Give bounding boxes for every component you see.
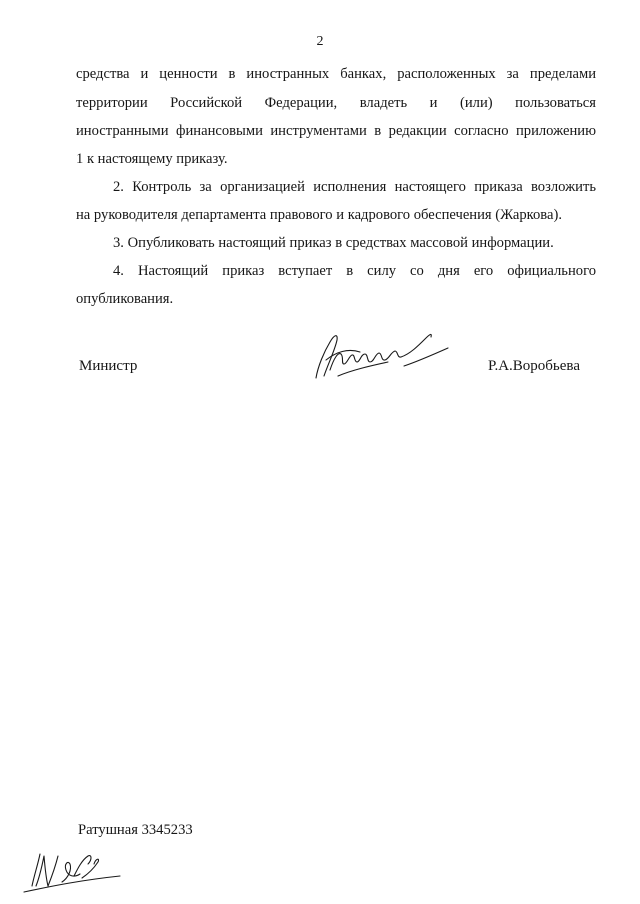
- body-line: иностранными финансовыми инструментами в редакции согласно приложению: [76, 123, 596, 139]
- initials-mark: [22, 846, 126, 896]
- item-2-line: 2. Контроль за организацией исполнения настоящего приказа возложить: [113, 179, 596, 195]
- body-line: 1 к настоящему приказу.: [76, 151, 228, 167]
- signer-name: Р.А.Воробьева: [488, 358, 580, 374]
- item-4-line: 4. Настоящий приказ вступает в силу со дня его официального: [113, 263, 596, 279]
- signature-block: [0, 358, 640, 378]
- executor-contact: Ратушная 3345233: [78, 822, 193, 838]
- item-4-line: опубликования.: [76, 291, 174, 307]
- signer-position: Министр: [79, 358, 138, 374]
- body-line: территории Российской Федерации, владеть и (или) пользоваться: [76, 95, 596, 111]
- page-number: 2: [316, 34, 324, 49]
- item-2-line: на руководителя департамента правового и кадрового обеспечения (Жаркова).: [76, 207, 562, 223]
- body-line: средства и ценности в иностранных банках, расположенных за пределами: [76, 66, 596, 82]
- item-3-line: 3. Опубликовать настоящий приказ в средствах массовой информации.: [113, 235, 554, 251]
